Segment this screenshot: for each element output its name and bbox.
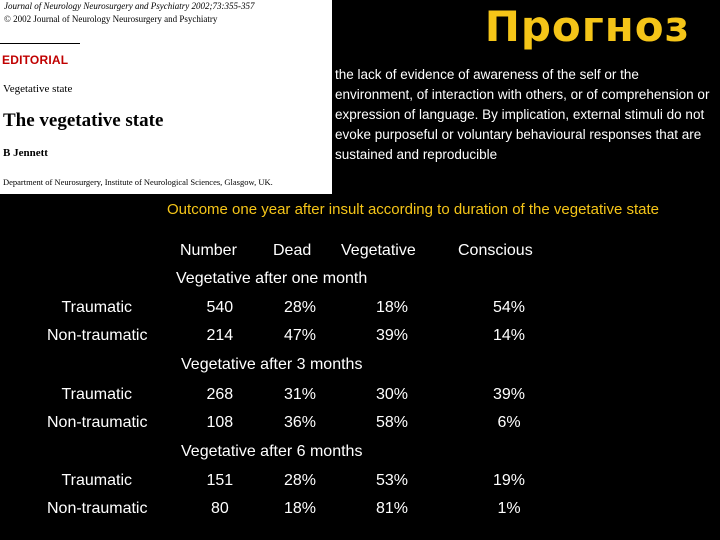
- section-title: Vegetative after 6 months: [181, 443, 363, 460]
- column-header-number: Number: [180, 242, 237, 259]
- cell-conscious: 19%: [493, 472, 526, 489]
- cell-dead: 18%: [284, 500, 317, 517]
- cell-conscious: 14%: [493, 327, 526, 344]
- cell-vegetative: 30%: [376, 386, 409, 403]
- journal-copyright: © 2002 Journal of Neurology Neurosurgery and Psychiatry: [4, 14, 218, 24]
- divider: [0, 43, 80, 44]
- cell-vegetative: 18%: [376, 299, 409, 316]
- row-label: Non-traumatic: [47, 500, 148, 517]
- cell-number: 80: [211, 500, 229, 517]
- article-title: The vegetative state: [3, 110, 164, 131]
- article-author: B Jennett: [3, 147, 48, 159]
- cell-number: 151: [206, 472, 234, 489]
- article-section: Vegetative state: [3, 83, 73, 95]
- table-caption: Outcome one year after insult according to duration of the vegetative state: [167, 201, 659, 218]
- row-label: Non-traumatic: [47, 327, 148, 344]
- slide-title: Прогноз: [484, 2, 690, 51]
- cell-number: 540: [206, 299, 234, 316]
- article-affiliation: Department of Neurosurgery, Institute of Neurological Sciences, Glasgow, UK.: [3, 177, 273, 187]
- cell-number: 268: [206, 386, 234, 403]
- cell-dead: 28%: [284, 299, 317, 316]
- article-clipping: [0, 0, 332, 194]
- cell-conscious: 1%: [497, 500, 521, 517]
- definition-text: the lack of evidence of awareness of the self or the environment, of interaction with others, or of comprehension or expression of language. By implication, external stimuli do not evoke purposeful or voluntary behavioural responses that are sustained and reproducible: [335, 67, 710, 162]
- cell-dead: 31%: [284, 386, 317, 403]
- cell-number: 108: [206, 414, 234, 431]
- cell-vegetative: 53%: [376, 472, 409, 489]
- cell-conscious: 54%: [493, 299, 526, 316]
- cell-dead: 28%: [284, 472, 317, 489]
- column-header-vegetative: Vegetative: [341, 242, 416, 259]
- journal-citation: Journal of Neurology Neurosurgery and Psychiatry 2002;73:355-357: [4, 1, 255, 11]
- cell-dead: 47%: [284, 327, 317, 344]
- row-label: Traumatic: [61, 472, 133, 489]
- section-title: Vegetative after 3 months: [181, 356, 363, 373]
- article-type: EDITORIAL: [2, 53, 69, 67]
- column-header-dead: Dead: [273, 242, 312, 259]
- cell-vegetative: 39%: [376, 327, 409, 344]
- section-title: Vegetative after one month: [176, 270, 368, 287]
- row-label: Traumatic: [61, 299, 133, 316]
- cell-vegetative: 81%: [376, 500, 409, 517]
- column-header-conscious: Conscious: [458, 242, 533, 259]
- cell-number: 214: [206, 327, 234, 344]
- cell-dead: 36%: [284, 414, 317, 431]
- cell-conscious: 39%: [493, 386, 526, 403]
- cell-vegetative: 58%: [376, 414, 409, 431]
- row-label: Non-traumatic: [47, 414, 148, 431]
- row-label: Traumatic: [61, 386, 133, 403]
- cell-conscious: 6%: [497, 414, 521, 431]
